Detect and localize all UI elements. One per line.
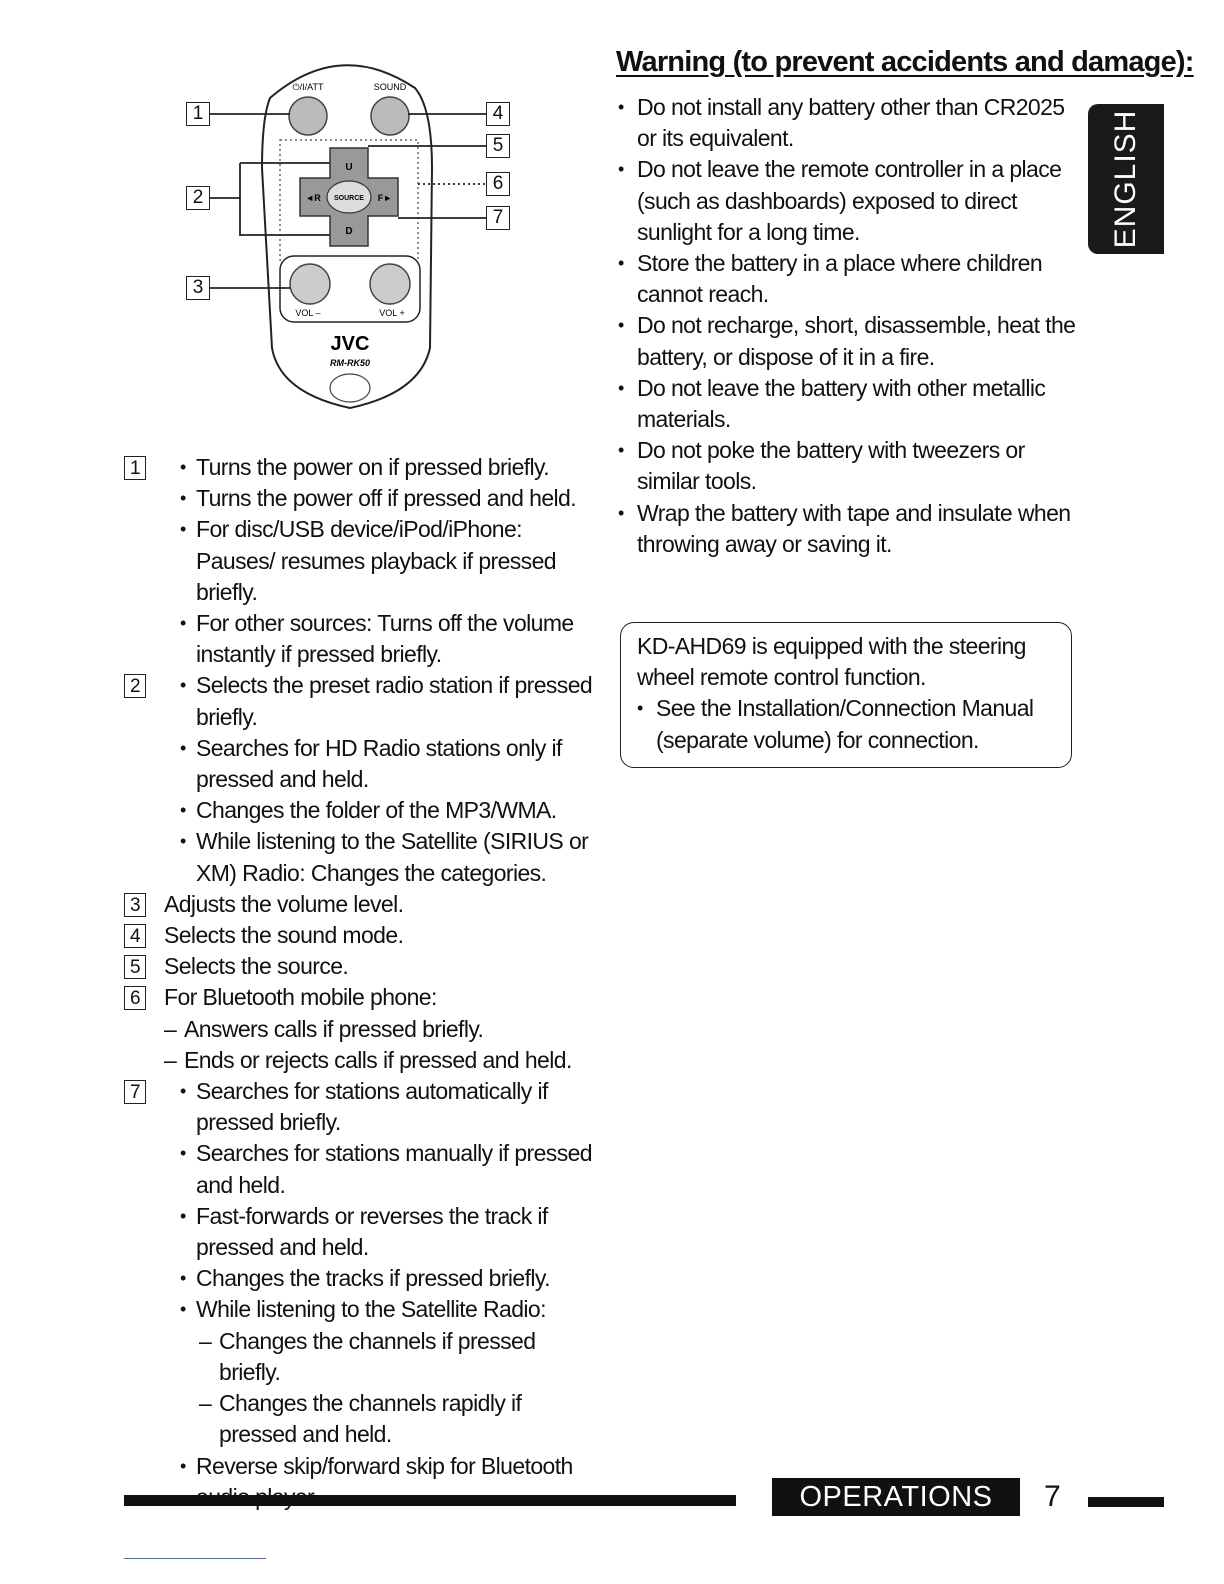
- power-label-text: ⏻/I/ATT: [292, 82, 324, 92]
- diagram-label-4: 4: [486, 102, 510, 126]
- footer-rule-right: [1088, 1497, 1164, 1507]
- list-item: • Reverse skip/forward skip for Bluetooth: [180, 1451, 594, 1513]
- list-item: • Turns the power on if pressed briefly.: [180, 452, 594, 483]
- entry-number: 7: [124, 1080, 146, 1104]
- diagram-label-1: 1: [186, 102, 210, 126]
- entry-text: Adjusts the volume level.: [164, 890, 404, 917]
- entry-number: 1: [124, 456, 146, 480]
- entry-2: [124, 670, 594, 888]
- entry-5: [124, 951, 594, 982]
- warning-title: Warning (to prevent accidents and damage):: [616, 46, 1194, 78]
- footer-link-line: [124, 1558, 266, 1559]
- down-label-text: D: [345, 226, 353, 237]
- diagram-label-7: 7: [486, 206, 510, 230]
- dash-item: – Answers calls if pressed briefly.: [164, 1014, 594, 1045]
- note-bullet: • See the Installation/Connection Manual (separate volume) for connection.: [637, 693, 1057, 755]
- list-item: • Searches for HD Radio stations only if pressed and held.: [180, 733, 594, 795]
- language-tab: [1088, 104, 1164, 254]
- language-tab-label: ENGLISH: [1109, 109, 1142, 249]
- warning-item: • Do not install any battery other than CR2025 or its equivalent.: [618, 92, 1088, 154]
- button-function-list: [124, 452, 594, 1513]
- up-label-text: U: [345, 162, 353, 173]
- list-item: • For other sources: Turns off the volume instantly if pressed briefly.: [180, 608, 594, 670]
- sound-label-text: SOUND: [373, 82, 407, 92]
- warning-item: • Do not leave the remote controller in a place (such as dashboards) exposed to direct sunlight for a long time.: [618, 154, 1088, 248]
- dash-item: – Changes the channels if pressed briefly.: [199, 1326, 594, 1388]
- warning-item: • Do not recharge, short, disassemble, heat the battery, or dispose of it in a fire.: [618, 310, 1088, 372]
- warning-item: • Do not leave the battery with other metallic materials.: [618, 373, 1088, 435]
- list-item: • Selects the preset radio station if pressed briefly.: [180, 670, 594, 732]
- remote-illustration: [180, 48, 520, 418]
- sub-dash-group: [180, 1326, 594, 1451]
- note-text: KD-AHD69 is equipped with the steering wheel remote control function.: [637, 633, 1026, 691]
- diagram-label-3: 3: [186, 276, 210, 300]
- list-item: • Searches for stations automatically if pressed briefly.: [180, 1076, 594, 1138]
- page-number: 7: [1044, 1480, 1061, 1513]
- entry-6: [124, 982, 594, 1076]
- entry-text: Selects the sound mode.: [164, 922, 404, 949]
- list-item: • Fast-forwards or reverses the track if pressed and held.: [180, 1201, 594, 1263]
- vol-minus-button-shape: [290, 264, 330, 304]
- list-item: • Searches for stations manually if pressed and held.: [180, 1138, 594, 1200]
- entry-number: 3: [124, 893, 146, 917]
- diagram-label-5: 5: [486, 134, 510, 158]
- entry-text: For Bluetooth mobile phone:: [164, 984, 437, 1011]
- remote-diagram: [180, 48, 520, 418]
- warning-item: • Do not poke the battery with tweezers or similar tools.: [618, 435, 1088, 497]
- diagram-label-6: 6: [486, 172, 510, 196]
- left-label-text: ◄R: [305, 193, 321, 203]
- entry-number: 5: [124, 955, 146, 979]
- entry-number: 2: [124, 674, 146, 698]
- entry-number: 6: [124, 986, 146, 1010]
- steering-wheel-note: [620, 622, 1072, 768]
- list-item: • While listening to the Satellite (SIRIUS or XM) Radio: Changes the categories.: [180, 826, 594, 888]
- dash-item: – Changes the channels rapidly if pressed and held.: [199, 1388, 594, 1450]
- entry-number: 4: [124, 924, 146, 948]
- vol-plus-label-text: VOL +: [379, 308, 405, 318]
- model-text: RM-RK50: [329, 358, 371, 368]
- entry-7: [124, 1076, 594, 1513]
- list-item: • For disc/USB device/iPod/iPhone: Pauses/ resumes playback if pressed briefly.: [180, 514, 594, 608]
- footer-rule-left: [124, 1495, 736, 1506]
- power-button-shape: [289, 97, 327, 135]
- brand-logo-text: JVC: [330, 333, 370, 355]
- vol-minus-label-text: VOL –: [295, 308, 321, 318]
- right-label-text: F►: [377, 193, 393, 203]
- footer-section-label: OPERATIONS: [772, 1478, 1020, 1516]
- entry-1: [124, 452, 594, 670]
- source-label-text: SOURCE: [334, 195, 364, 202]
- vol-plus-button-shape: [370, 264, 410, 304]
- list-item: • Changes the folder of the MP3/WMA.: [180, 795, 594, 826]
- sound-button-shape: [371, 97, 409, 135]
- diagram-label-2: 2: [186, 186, 210, 210]
- warning-item: • Store the battery in a place where children cannot reach.: [618, 248, 1088, 310]
- list-item: • Changes the tracks if pressed briefly.: [180, 1263, 594, 1294]
- warning-list: [618, 92, 1088, 560]
- entry-text: Selects the source.: [164, 953, 349, 980]
- list-item: • While listening to the Satellite Radio:: [180, 1294, 594, 1325]
- dash-item: – Ends or rejects calls if pressed and held.: [164, 1045, 594, 1076]
- warning-item: • Wrap the battery with tape and insulate when throwing away or saving it.: [618, 498, 1088, 560]
- entry-4: [124, 920, 594, 951]
- entry-3: [124, 889, 594, 920]
- list-item: • Turns the power off if pressed and held.: [180, 483, 594, 514]
